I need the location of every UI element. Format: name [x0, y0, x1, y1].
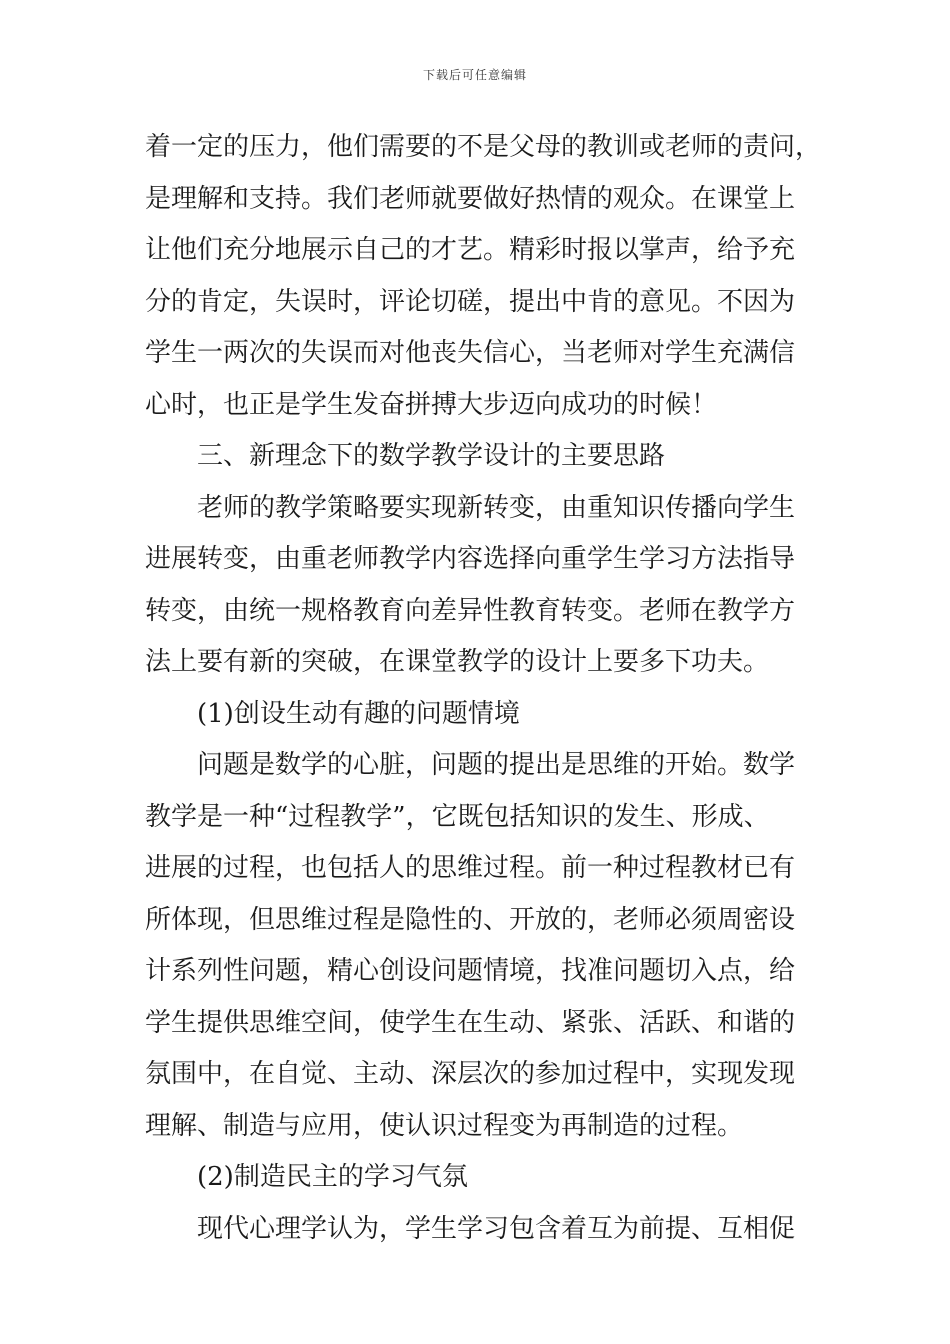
document-body	[145, 122, 822, 1255]
subsection-heading: (1)创设生动有趣的问题情境	[197, 698, 520, 729]
text-line: 分的肯定，失误时，评论切磋，提出中肯的意见。不因为	[145, 286, 796, 317]
text-line: 是理解和支持。我们老师就要做好热情的观众。在课堂上	[145, 183, 796, 214]
text-line: 理解、制造与应用，使认识过程变为再制造的过程。	[145, 1110, 744, 1141]
text-line: 老师的教学策略要实现新转变，由重知识传播向学生	[197, 492, 796, 523]
text-line: 学生提供思维空间，使学生在生动、紧张、活跃、和谐的	[145, 1007, 796, 1038]
text-line: 让他们充分地展示自己的才艺。精彩时报以掌声，给予充	[145, 235, 796, 265]
text-line: 现代心理学认为，学生学习包含着互为前提、互相促	[197, 1213, 796, 1244]
page-header: 下载后可任意编辑	[422, 68, 527, 82]
text-line: 进展的过程，也包括人的思维过程。前一种过程教材已有	[145, 853, 796, 883]
text-line: 所体现，但思维过程是隐性的、开放的，老师必须周密设	[145, 904, 796, 935]
text-line: 法上要有新的突破，在课堂教学的设计上要多下功夫。	[145, 647, 770, 677]
text-line: 转变，由统一规格教育向差异性教育转变。老师在教学方	[145, 595, 796, 626]
text-line: 教学是一种“过程教学”，它既包括知识的发生、形成、	[145, 801, 770, 832]
section-heading: 三、新理念下的数学教学设计的主要思路	[197, 441, 666, 471]
text-line: 计系列性问题，精心创设问题情境，找准问题切入点，给	[145, 956, 796, 986]
text-line: 心时，也正是学生发奋拼搏大步迈向成功的时候！	[145, 389, 718, 420]
text-line: 问题是数学的心脏，问题的提出是思维的开始。数学	[197, 750, 796, 780]
text-line: 氛围中，在自觉、主动、深层次的参加过程中，实现发现	[145, 1059, 796, 1089]
text-line: 着一定的压力，他们需要的不是父母的教训或老师的责问，	[145, 132, 822, 162]
subsection-heading: (2)制造民主的学习气氛	[197, 1162, 468, 1192]
text-line: 进展转变，由重老师教学内容选择向重学生学习方法指导	[145, 544, 796, 574]
text-line: 学生一两次的失误而对他丧失信心，当老师对学生充满信	[145, 338, 796, 368]
